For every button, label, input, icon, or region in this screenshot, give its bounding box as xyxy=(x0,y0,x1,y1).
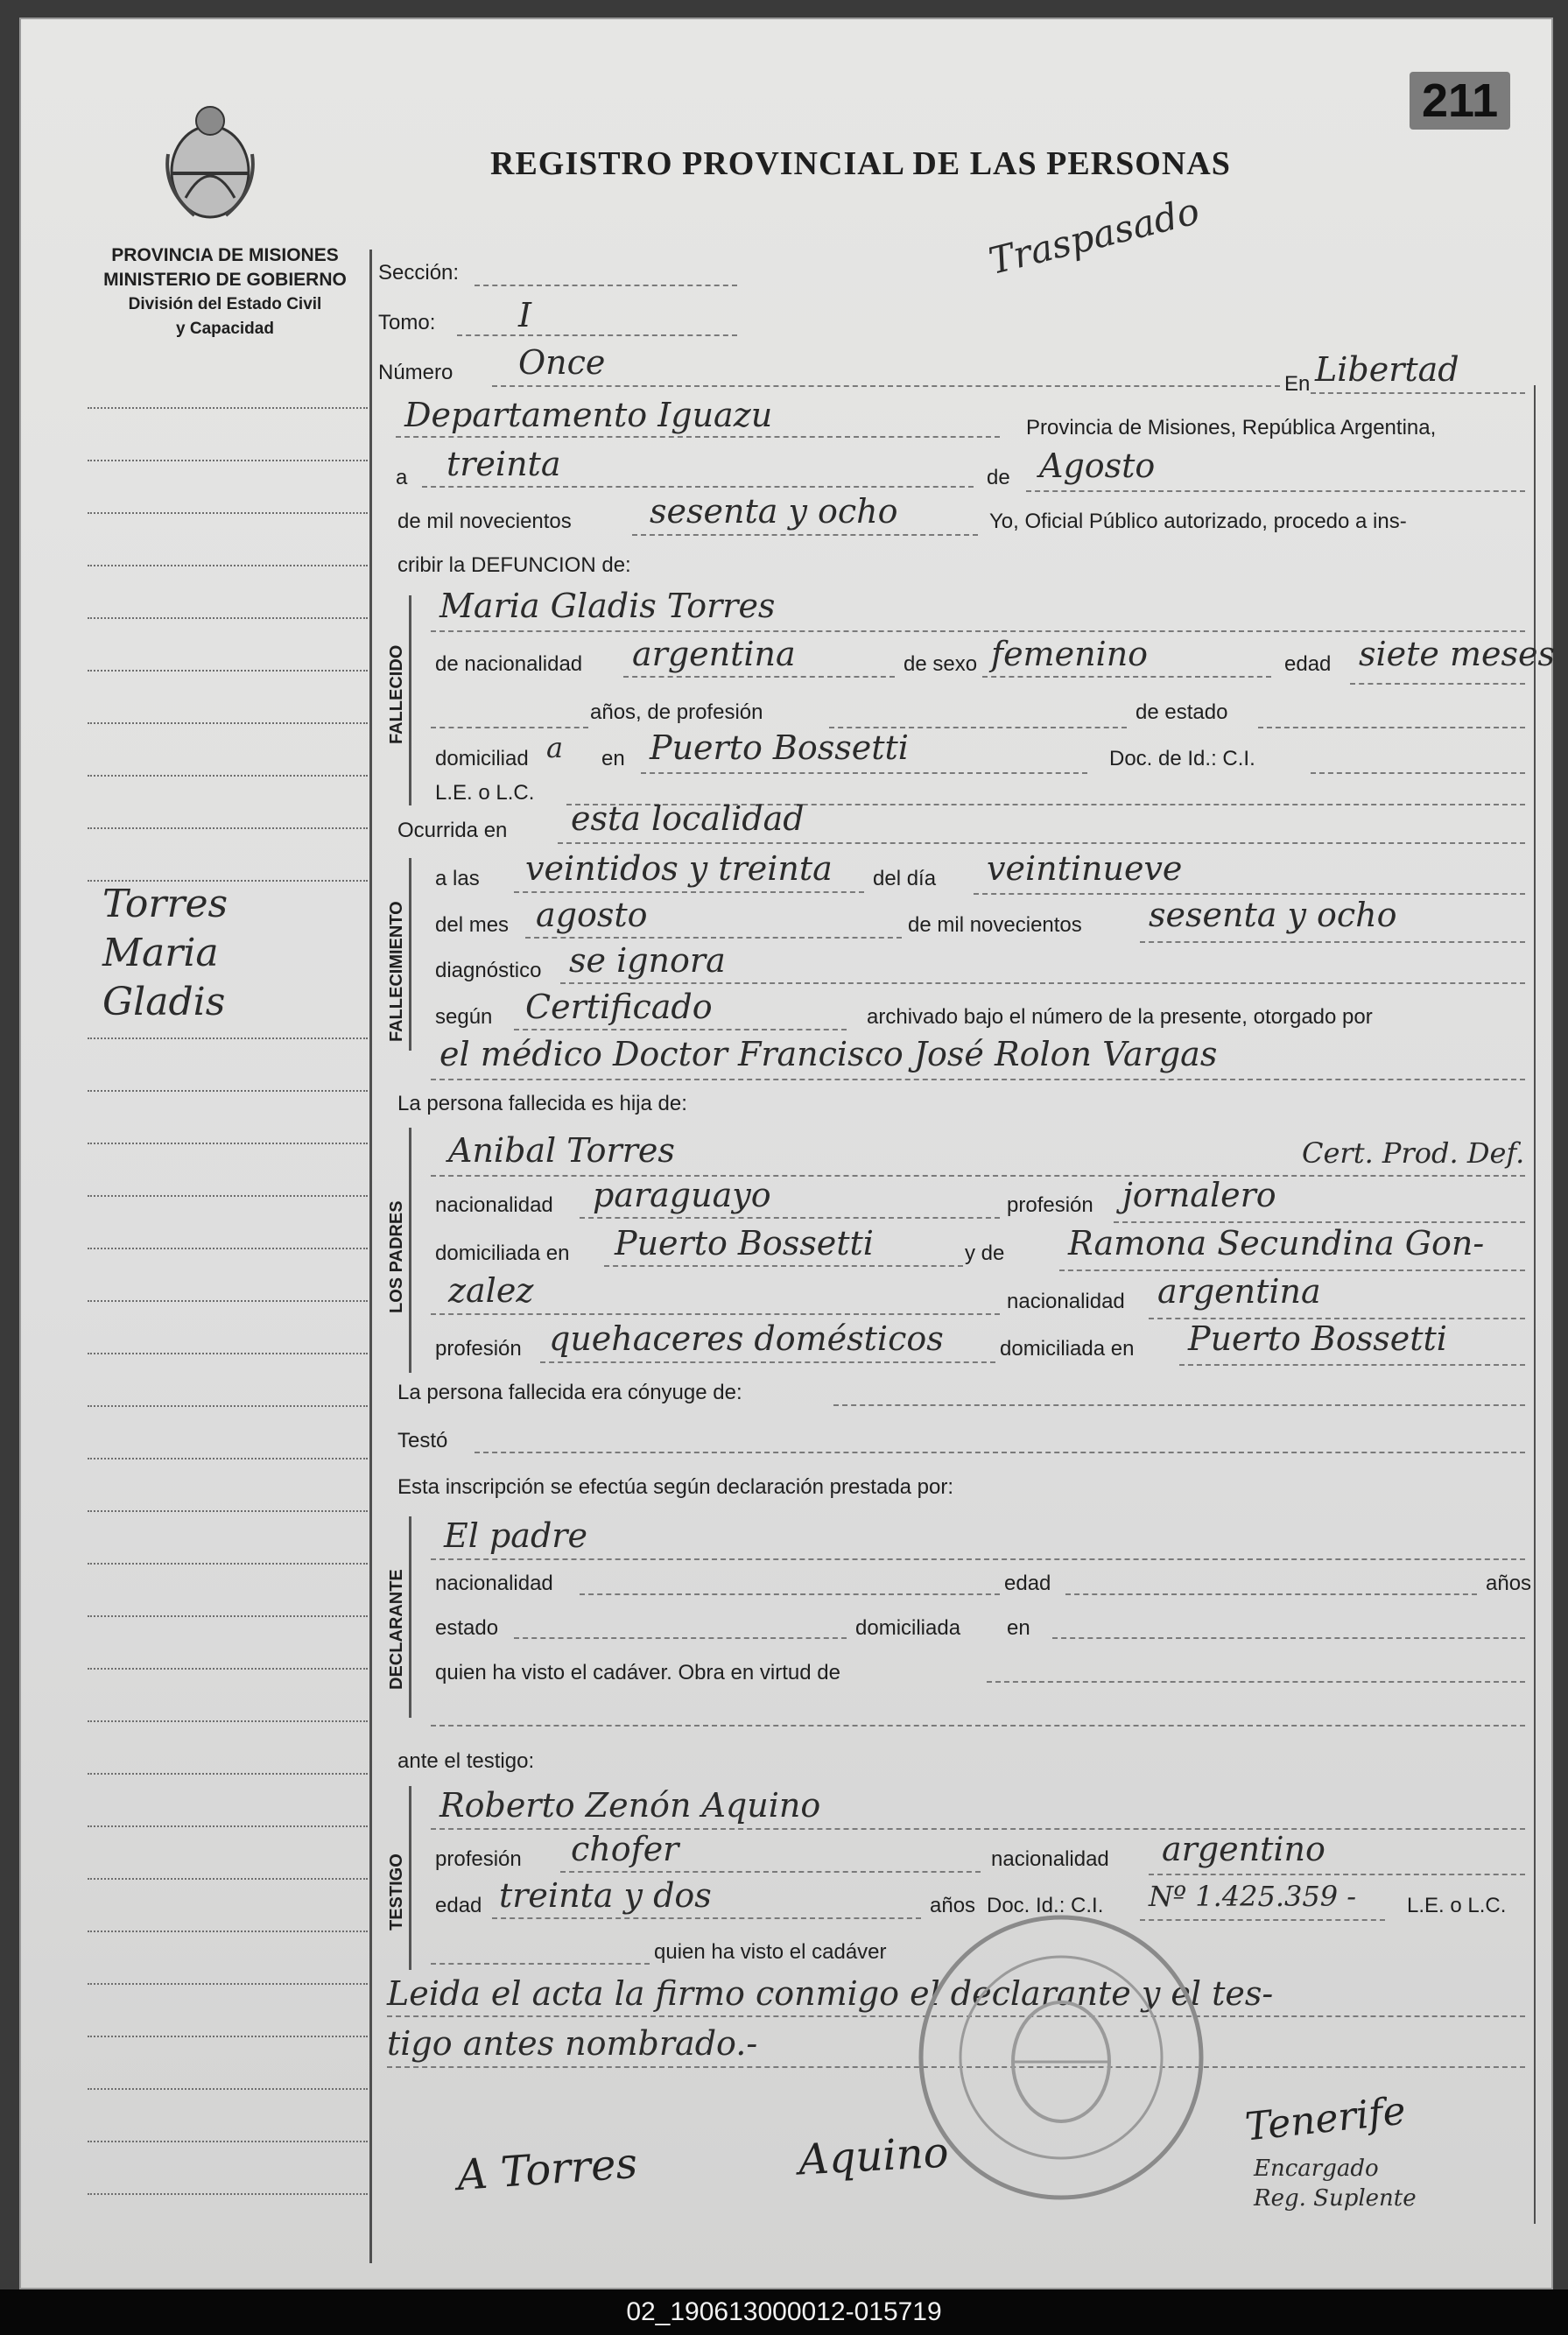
label-inscripcion: Esta inscripción se efectúa según declaración prestada por: xyxy=(397,1475,954,1499)
label-nac-test: nacionalidad xyxy=(991,1847,1109,1871)
label-seccion: Sección: xyxy=(378,261,460,285)
oficial-cargo-line1: Encargado xyxy=(1254,2156,1379,2182)
value-testigo-doc: Nº 1.425.359 - xyxy=(1149,1880,1357,1913)
margin-rule xyxy=(88,1668,368,1670)
label-del-mes: del mes xyxy=(435,913,510,937)
label-edad-decl: edad xyxy=(1004,1572,1051,1595)
en-decl-line xyxy=(1052,1637,1525,1639)
label-edad-test: edad xyxy=(435,1894,482,1917)
margin-rule xyxy=(88,1353,368,1354)
label-en: En xyxy=(1284,372,1311,396)
label-provincia: Provincia de Misiones, República Argentina, xyxy=(1026,416,1437,440)
margin-rule xyxy=(88,617,368,619)
value-padre-prof: jornalero xyxy=(1122,1176,1276,1214)
value-lugar: Libertad xyxy=(1315,350,1459,389)
value-diagnostico: se ignora xyxy=(569,941,726,980)
declarante-bracket xyxy=(409,1516,411,1718)
value-mes: Agosto xyxy=(1039,447,1156,485)
margin-rule xyxy=(88,1931,368,1932)
tomo-line xyxy=(457,334,737,336)
label-hija: La persona fallecida es hija de: xyxy=(397,1092,687,1115)
margin-rule xyxy=(88,1720,368,1722)
margin-rule xyxy=(88,2193,368,2195)
madre2-line xyxy=(431,1313,1000,1315)
value-ocurrida: esta localidad xyxy=(571,799,805,838)
label-ocurrida: Ocurrida en xyxy=(397,819,508,842)
document-title: REGISTRO PROVINCIAL DE LAS PERSONAS xyxy=(490,145,1231,182)
dia-muerte-line xyxy=(974,893,1525,895)
padre-prof-line xyxy=(1114,1221,1525,1223)
section-fallecido: FALLECIDO xyxy=(387,644,406,744)
nacionalidad-line xyxy=(623,676,895,678)
margin-secondname: Gladis xyxy=(102,980,226,1024)
label-doc-test: Doc. Id.: C.I. xyxy=(987,1894,1104,1917)
coat-of-arms-icon xyxy=(159,102,261,224)
value-leida: Leida el acta la firmo conmigo el declarante y el tes- xyxy=(387,1974,1274,2013)
oficial-cargo xyxy=(1254,2154,1417,2213)
page-number: 211 xyxy=(1410,72,1510,130)
madre-prof-line xyxy=(540,1361,995,1363)
value-domicilio: Puerto Bossetti xyxy=(650,728,909,767)
section-testigo: TESTIGO xyxy=(387,1853,406,1931)
label-testo: Testó xyxy=(397,1429,448,1452)
value-nacionalidad: argentina xyxy=(632,635,796,673)
declarante-line xyxy=(431,1558,1525,1560)
testigo-edad-line xyxy=(492,1917,921,1919)
official-seal-icon xyxy=(912,1909,1210,2206)
margin-rule xyxy=(88,2088,368,2090)
label-doc: Doc. de Id.: C.I. xyxy=(1109,747,1255,770)
header-ministerio: MINISTERIO DE GOBIERNO xyxy=(103,270,347,290)
value-departamento: Departamento Iguazu xyxy=(404,396,773,434)
section-padres: LOS PADRES xyxy=(387,1200,406,1313)
label-quien-cadaver: quien ha visto el cadáver. Obra en virtud de xyxy=(435,1661,840,1684)
label-numero: Número xyxy=(378,361,454,384)
margin-rule xyxy=(88,1615,368,1617)
signature-oficial: Tenerife xyxy=(1242,2088,1408,2150)
testigo-le-line xyxy=(431,1963,650,1965)
margin-surname: Torres xyxy=(102,882,229,926)
testo-line xyxy=(475,1452,1525,1453)
label-yo: Yo, Oficial Público autorizado, procedo a ins- xyxy=(989,510,1407,533)
value-edad: siete meses xyxy=(1359,635,1555,673)
label-del-dia: del día xyxy=(873,867,937,890)
value-tomo: I xyxy=(518,296,532,334)
document-sheet xyxy=(19,18,1553,2289)
margin-rule xyxy=(88,2141,368,2142)
label-prof-test: profesión xyxy=(435,1847,522,1871)
value-domicilio-sufijo: a xyxy=(546,731,564,764)
value-madre-nac: argentina xyxy=(1157,1272,1321,1311)
label-profesion2: profesión xyxy=(435,1337,522,1361)
value-madre: Ramona Secundina Gon- xyxy=(1068,1224,1485,1262)
label-tomo: Tomo: xyxy=(378,311,436,334)
margin-rule xyxy=(88,460,368,461)
departamento-line xyxy=(396,436,1000,438)
label-de-mil2: de mil novecientos xyxy=(908,913,1082,937)
nombre-line xyxy=(431,630,1525,632)
anios-line xyxy=(431,727,588,728)
value-padre-nota: Cert. Prod. Def. xyxy=(1302,1136,1525,1170)
margin-rule xyxy=(88,512,368,514)
margin-rule xyxy=(88,407,368,409)
section-declarante: DECLARANTE xyxy=(387,1569,406,1690)
value-madre2: zalez xyxy=(448,1271,534,1310)
label-anios-prof: años, de profesión xyxy=(590,700,763,724)
madre-line xyxy=(1059,1269,1525,1271)
estado-decl-line xyxy=(514,1637,847,1639)
testigo-bracket xyxy=(409,1786,411,1970)
testigo-nac-line xyxy=(1149,1874,1525,1875)
label-segun: según xyxy=(435,1005,493,1029)
label-estado-decl: estado xyxy=(435,1616,499,1640)
margin-rule xyxy=(88,565,368,566)
conyuge-line xyxy=(833,1404,1525,1406)
section-fallecimiento: FALLECIMIENTO xyxy=(387,901,406,1042)
edad-line xyxy=(1350,683,1525,685)
label-anios-decl: años xyxy=(1486,1572,1532,1595)
title-annotation: Traspasado xyxy=(984,189,1204,283)
value-mes-muerte: agosto xyxy=(536,896,648,934)
margin-rule xyxy=(88,1405,368,1407)
margin-firstname: Maria xyxy=(102,931,219,975)
margin-rule xyxy=(88,1300,368,1302)
margin-rule xyxy=(88,1773,368,1775)
column-divider xyxy=(369,250,372,2263)
label-cribir: cribir la DEFUNCION de: xyxy=(397,553,631,577)
padres-bracket xyxy=(409,1128,411,1373)
margin-rule xyxy=(88,827,368,829)
margin-name xyxy=(102,880,228,1027)
margin-rule xyxy=(88,670,368,672)
segun-line xyxy=(514,1029,847,1030)
margin-rule xyxy=(88,1563,368,1565)
label-nacionalidad: de nacionalidad xyxy=(435,652,583,676)
testigo-prof-line xyxy=(560,1871,981,1873)
label-anios-test: años xyxy=(930,1894,976,1917)
signature-testigo: Aquino xyxy=(797,2128,950,2185)
label-sexo: de sexo xyxy=(904,652,978,676)
value-segun: Certificado xyxy=(525,988,713,1026)
label-nacionalidad2: nacionalidad xyxy=(1007,1290,1125,1313)
margin-rule xyxy=(88,1143,368,1144)
estado-line xyxy=(1258,727,1525,728)
ocurrida-line xyxy=(558,842,1525,844)
mes-line xyxy=(1026,490,1525,492)
obra2-line xyxy=(431,1725,1525,1727)
margin-rule xyxy=(88,2036,368,2037)
label-profesion: profesión xyxy=(1007,1193,1093,1217)
margin-rule xyxy=(88,1090,368,1092)
doc-line xyxy=(1311,772,1525,774)
value-testigo-prof: chofer xyxy=(571,1830,679,1868)
label-domiciliada-decl: domiciliada xyxy=(855,1616,961,1640)
fallecimiento-bracket xyxy=(409,858,411,1051)
label-domiciliada-en: domiciliada en xyxy=(435,1241,570,1265)
mes-muerte-line xyxy=(525,937,902,939)
label-en2: en xyxy=(601,747,625,770)
signature-declarante: A Torres xyxy=(455,2138,639,2201)
label-domiciliada-en2: domiciliada en xyxy=(1000,1337,1135,1361)
seccion-line xyxy=(475,285,737,286)
label-a-las: a las xyxy=(435,867,480,890)
anio-line xyxy=(632,534,978,536)
lugar-line xyxy=(1311,392,1525,394)
margin-rule xyxy=(88,1037,368,1039)
label-de: de xyxy=(987,466,1010,489)
label-le-test: L.E. o L.C. xyxy=(1407,1894,1507,1917)
edad-decl-line xyxy=(1065,1593,1477,1595)
value-leida2: tigo antes nombrado.- xyxy=(387,2024,758,2063)
label-estado: de estado xyxy=(1136,700,1228,724)
margin-rule xyxy=(88,1825,368,1827)
madre-dom-line xyxy=(1179,1364,1525,1366)
header-provincia: PROVINCIA DE MISIONES xyxy=(111,245,339,265)
value-anio-muerte: sesenta y ocho xyxy=(1149,896,1397,934)
fallecido-bracket xyxy=(409,595,411,805)
label-edad: edad xyxy=(1284,652,1332,676)
header-division: División del Estado Civil xyxy=(128,295,322,313)
value-testigo-edad: treinta y dos xyxy=(499,1876,712,1915)
label-diagnostico: diagnóstico xyxy=(435,959,542,982)
value-madre-prof: quehaceres domésticos xyxy=(549,1319,944,1358)
value-hora: veintidos y treinta xyxy=(525,849,833,888)
value-numero: Once xyxy=(518,343,606,382)
header-capacidad: y Capacidad xyxy=(176,320,274,338)
margin-rule xyxy=(88,1878,368,1880)
label-domiciliad: domiciliad xyxy=(435,747,529,770)
label-conyuge: La persona fallecida era cónyuge de: xyxy=(397,1381,742,1404)
label-le-lc: L.E. o L.C. xyxy=(435,781,535,805)
label-nac-padre: nacionalidad xyxy=(435,1193,553,1217)
sexo-line xyxy=(982,676,1271,678)
value-padre-dom: Puerto Bossetti xyxy=(615,1224,874,1262)
obra-line xyxy=(987,1681,1525,1683)
value-anio: sesenta y ocho xyxy=(650,492,898,531)
value-testigo-nac: argentino xyxy=(1162,1830,1325,1868)
margin-rule xyxy=(88,722,368,724)
label-quien-visto: quien ha visto el cadáver xyxy=(654,1940,887,1964)
value-padre: Anibal Torres xyxy=(448,1131,675,1170)
numero-line xyxy=(492,385,1280,387)
medico-line xyxy=(431,1079,1525,1080)
margin-rule xyxy=(88,1510,368,1512)
footer-id: 02_190613000012-015719 xyxy=(0,2289,1568,2335)
label-en-decl: en xyxy=(1007,1616,1030,1640)
padre-nac-line xyxy=(580,1217,1000,1219)
value-testigo: Roberto Zenón Aquino xyxy=(439,1786,821,1825)
margin-rule xyxy=(88,775,368,777)
nac-decl-line xyxy=(580,1593,1000,1595)
value-nombre: Maria Gladis Torres xyxy=(439,587,776,625)
value-medico: el médico Doctor Francisco José Rolon Vargas xyxy=(439,1035,1218,1073)
value-declarante: El padre xyxy=(444,1516,587,1555)
margin-rule xyxy=(88,1195,368,1197)
left-header xyxy=(72,243,378,341)
domicilio-line xyxy=(641,772,1087,774)
anio-muerte-line xyxy=(1140,941,1525,943)
dia-line xyxy=(422,486,974,488)
label-a: a xyxy=(396,466,408,489)
value-padre-nac: paraguayo xyxy=(593,1176,771,1214)
value-sexo: femenino xyxy=(991,635,1149,673)
padre-dom-line xyxy=(604,1265,963,1267)
value-madre-dom: Puerto Bossetti xyxy=(1188,1319,1447,1358)
diagnostico-line xyxy=(560,982,1525,984)
label-nac-decl: nacionalidad xyxy=(435,1572,553,1595)
label-de-mil: de mil novecientos xyxy=(397,510,572,533)
oficial-cargo-line2: Reg. Suplente xyxy=(1254,2185,1417,2212)
margin-rule xyxy=(88,1458,368,1459)
value-dia: treinta xyxy=(446,445,561,483)
margin-rule xyxy=(88,1983,368,1985)
label-ante-testigo: ante el testigo: xyxy=(397,1749,535,1773)
label-y-de: y de xyxy=(965,1241,1005,1265)
hora-line xyxy=(514,891,864,893)
label-archivado: archivado bajo el número de la presente, otorgado por xyxy=(867,1005,1373,1029)
value-dia-muerte: veintinueve xyxy=(987,849,1183,888)
margin-rule xyxy=(88,1248,368,1249)
